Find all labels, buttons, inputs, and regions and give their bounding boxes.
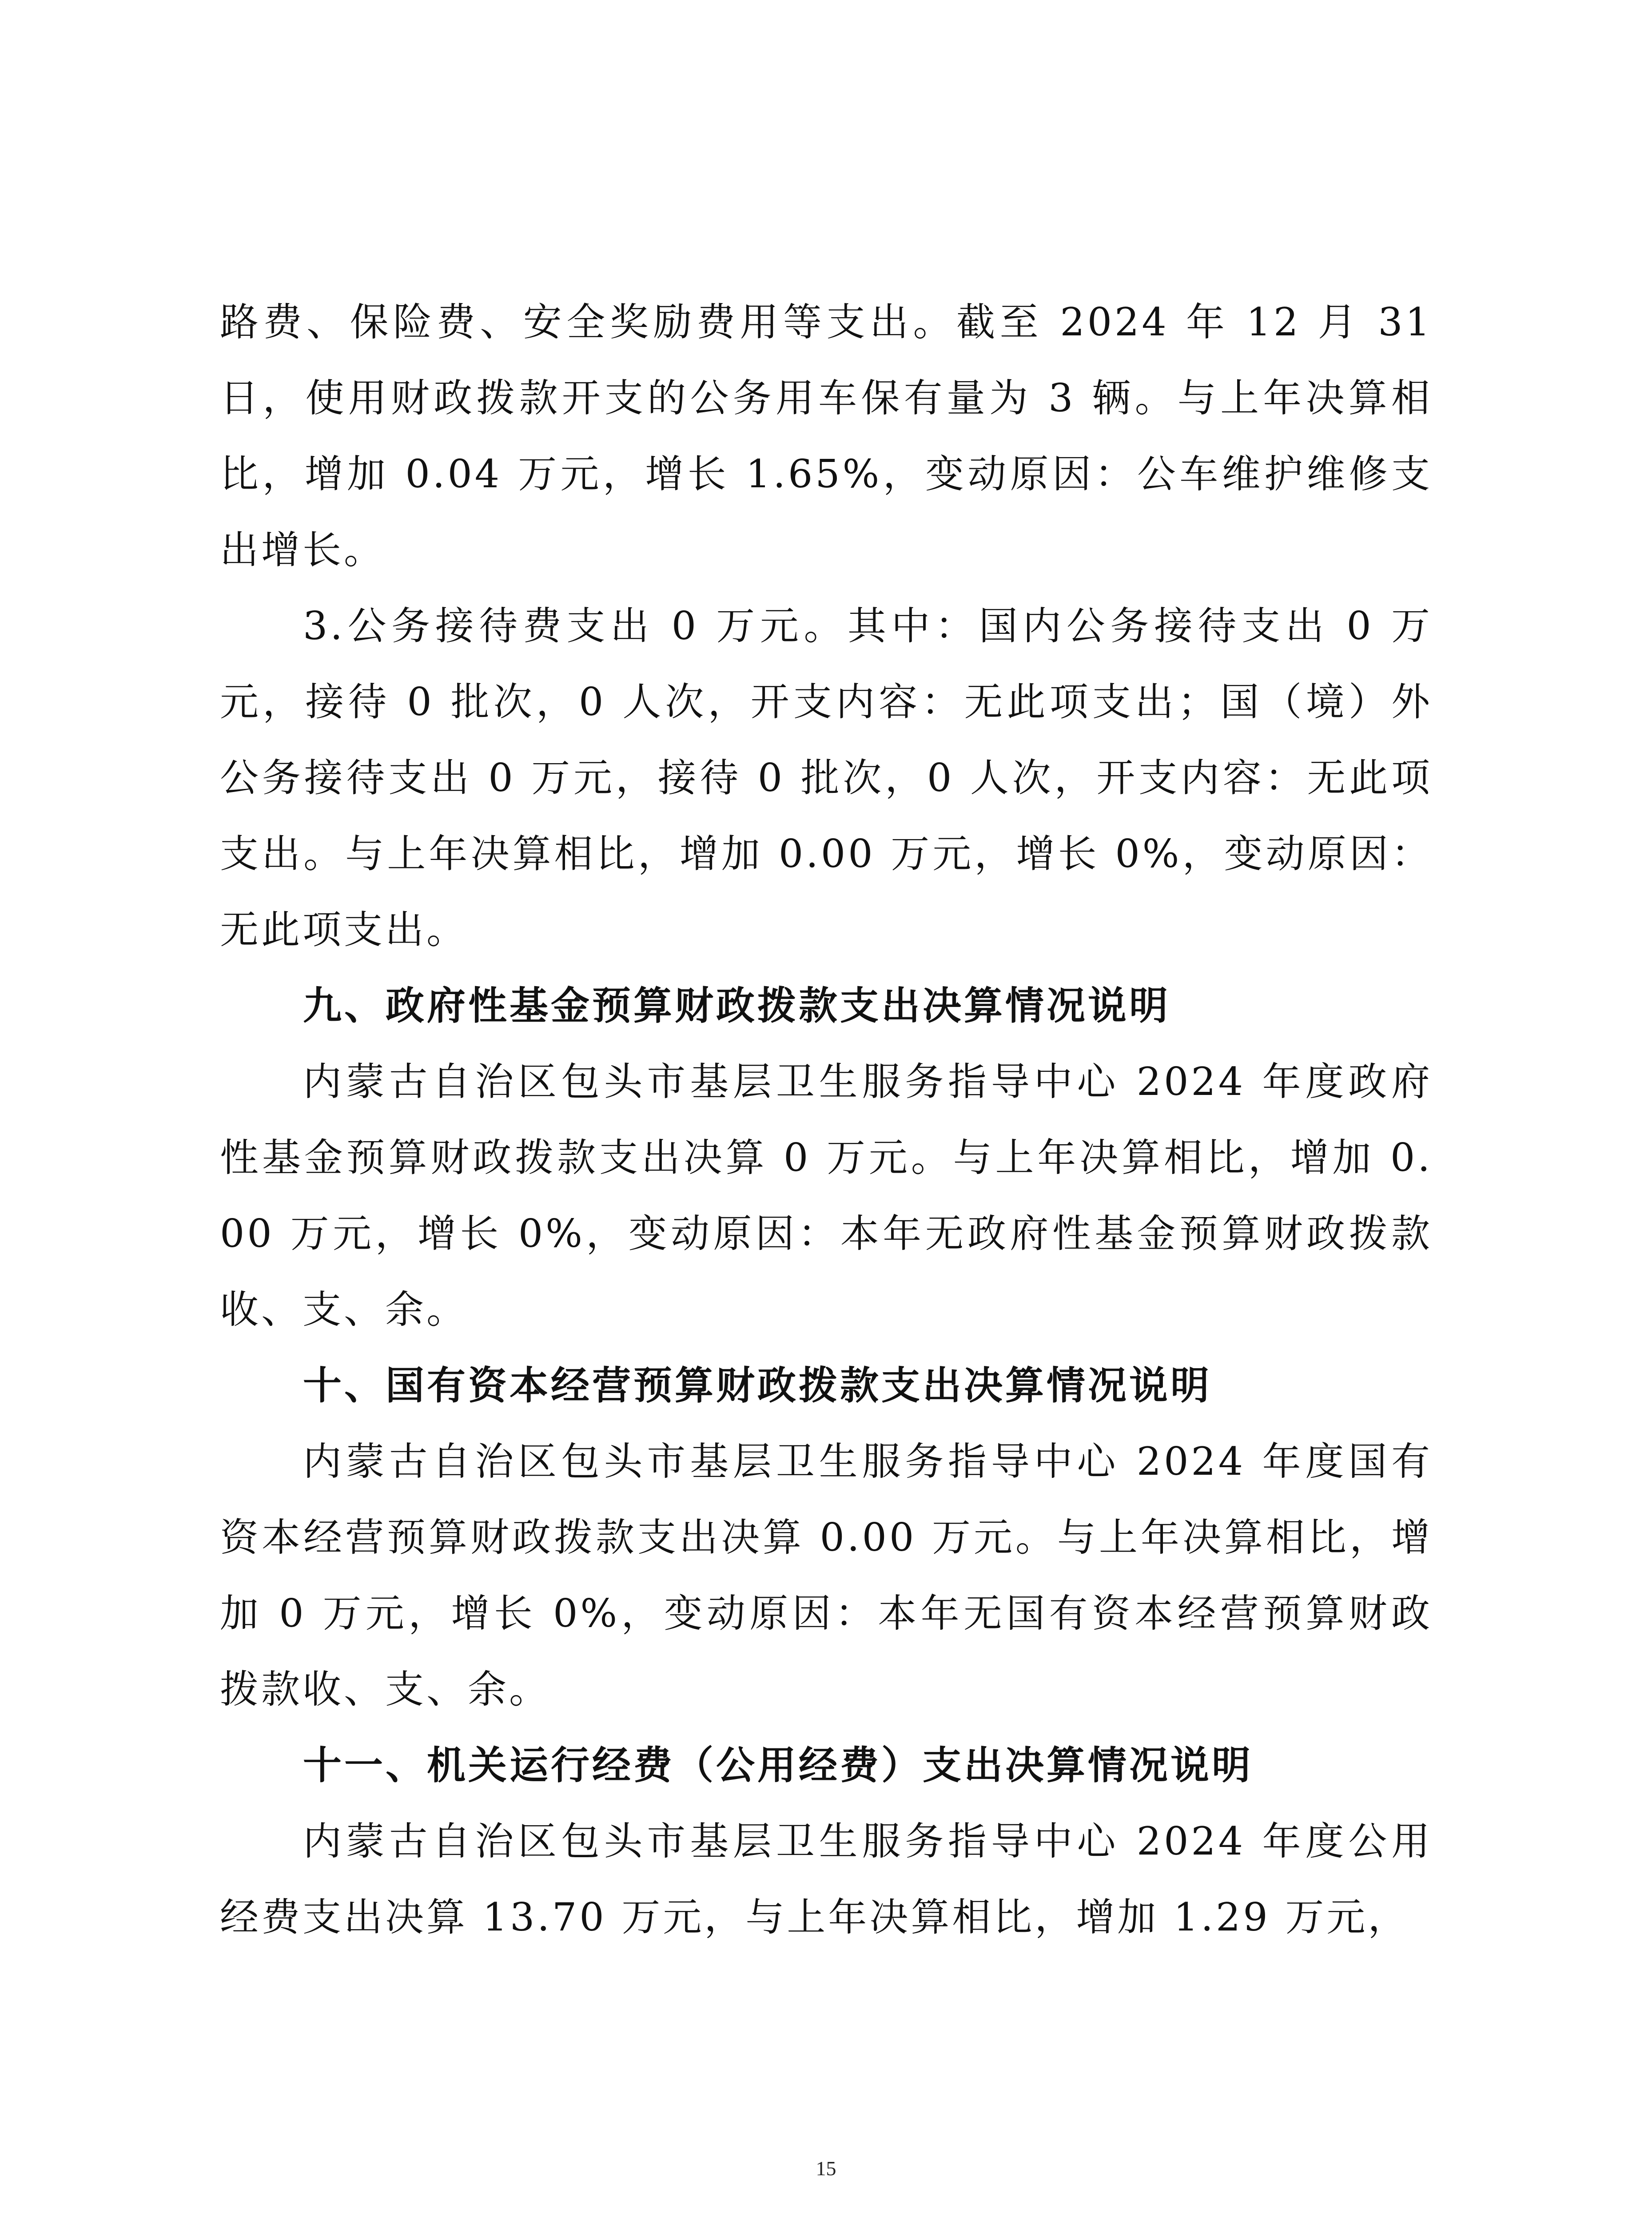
paragraph-public-expenses: 内蒙古自治区包头市基层卫生服务指导中心 2024 年度公用经费支出决算 13.70 万元，与上年决算相比，增加 1.29 万元， — [220, 1819, 1433, 1940]
paragraph-government-fund: 内蒙古自治区包头市基层卫生服务指导中心 2024 年度政府性基金预算财政拨款支出决算 0 万元。与上年决算相比，增加 0.00 万元，增长 0%，变动原因：本年无政府性基金预算财政拨款收、支、余。 — [220, 1059, 1433, 1332]
document-body — [220, 284, 1433, 1955]
paragraph-state-capital: 内蒙古自治区包头市基层卫生服务指导中心 2024 年度国有资本经营预算财政拨款支出决算 0.00 万元。与上年决算相比，增加 0 万元，增长 0%，变动原因：本年无国有资本经营预算财政拨款收、支、余。 — [220, 1439, 1433, 1712]
page-number: 15 — [816, 2157, 836, 2180]
paragraph-vehicle-costs: 路费、保险费、安全奖励费用等支出。截至 2024 年 12 月 31 日，使用财政拨款开支的公务用车保有量为 3 辆。与上年决算相比，增加 0.04 万元，增长 1.65%，变动原因：公车维护维修支出增长。 — [220, 299, 1433, 573]
section-heading-10: 十、国有资本经营预算财政拨款支出决算情况说明 — [303, 1363, 1212, 1408]
paragraph-reception-costs: 3.公务接待费支出 0 万元。其中：国内公务接待支出 0 万元，接待 0 批次，0 人次，开支内容：无此项支出；国（境）外公务接待支出 0 万元，接待 0 批次，0 人次，开支内容：无此项支出。与上年决算相比，增加 0.00 万元，增长 0%，变动原因：无此项支出。 — [220, 603, 1433, 952]
section-heading-11: 十一、机关运行经费（公用经费）支出决算情况说明 — [303, 1743, 1253, 1788]
section-heading-9: 九、政府性基金预算财政拨款支出决算情况说明 — [303, 983, 1170, 1028]
